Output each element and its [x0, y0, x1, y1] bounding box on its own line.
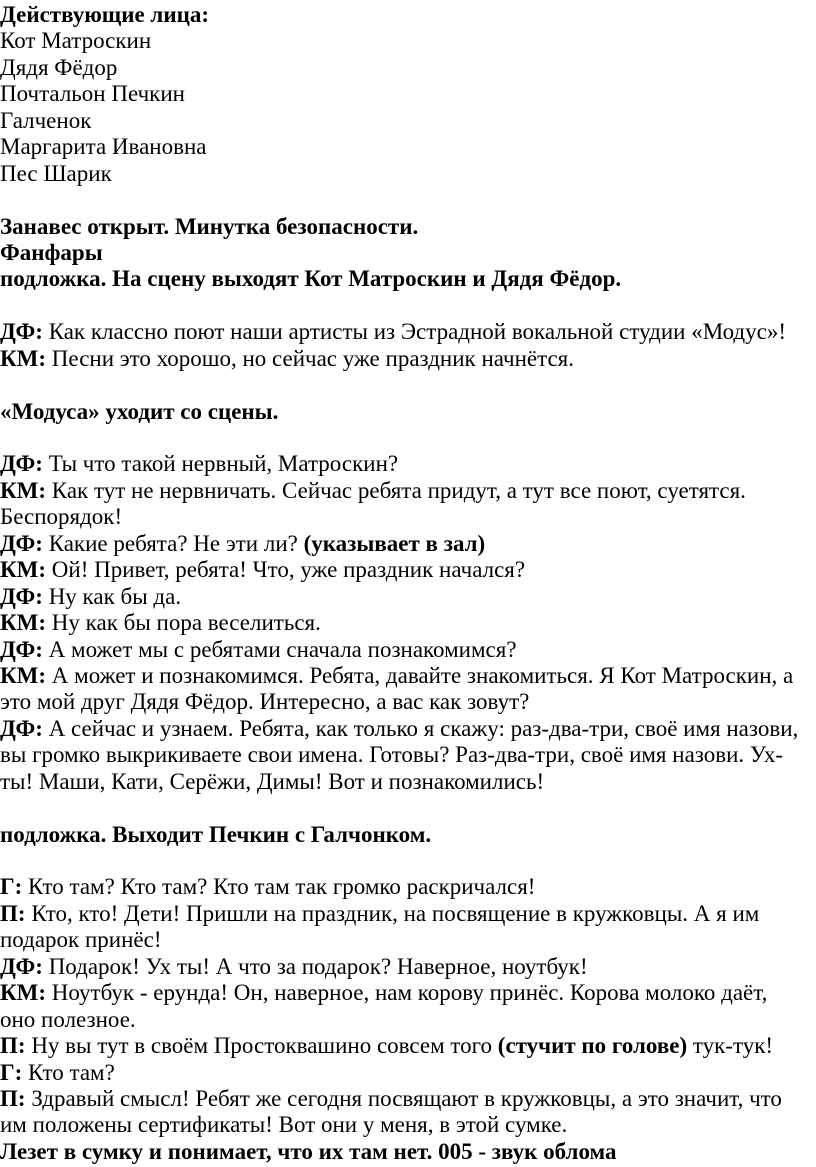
blank-line — [0, 372, 816, 398]
text-line — [0, 1060, 816, 1086]
blank-line — [0, 848, 816, 874]
text-line — [0, 240, 816, 266]
bold-text: «Модуса» уходит со сцены. — [0, 398, 279, 424]
bold-text: КМ: — [0, 980, 47, 1006]
bold-text: П: — [0, 1033, 26, 1059]
text: Пес Шарик — [0, 160, 112, 186]
bold-text: П: — [0, 900, 26, 926]
text-line — [0, 1007, 816, 1033]
text: Как тут не нервничать. Сейчас ребята придут, а тут все поют, суетятся. — [46, 477, 746, 503]
bold-text: КМ: — [0, 557, 47, 583]
bold-text: КМ: — [0, 477, 47, 503]
text-line — [0, 399, 816, 425]
bold-text: (указывает в зал) — [303, 530, 486, 556]
bold-text: Фанфары — [0, 239, 103, 265]
bold-text: Г: — [0, 1059, 23, 1085]
text-line — [0, 346, 816, 372]
text: Дядя Фёдор — [0, 54, 118, 80]
text: вы громко выкрикиваете свои имена. Готовы? Раз-два-три, своё имя назови. Ух- — [0, 742, 784, 768]
bold-text: Занавес открыт. Минутка безопасности. — [0, 213, 419, 239]
bold-text: КМ: — [0, 662, 47, 688]
blank-line — [0, 293, 816, 319]
text: оно полезное. — [0, 1006, 136, 1032]
text: тук-тук! — [687, 1033, 774, 1059]
text-line — [0, 1139, 816, 1165]
text-line — [0, 108, 816, 134]
text: Ну вы тут в своём Простоквашино совсем того — [25, 1033, 498, 1059]
bold-text: ДФ: — [0, 953, 43, 979]
text-line — [0, 769, 816, 795]
text-line — [0, 1112, 816, 1138]
text-line — [0, 874, 816, 900]
text-line — [0, 451, 816, 477]
text-line — [0, 504, 816, 530]
text-line — [0, 1086, 816, 1112]
text-line — [0, 689, 816, 715]
text-line — [0, 2, 816, 28]
text-line — [0, 134, 816, 160]
text-line — [0, 531, 816, 557]
text-line — [0, 637, 816, 663]
text: Ну как бы пора веселиться. — [46, 610, 321, 636]
bold-text: Действующие лица: — [0, 2, 209, 27]
text: Беспорядок! — [0, 504, 123, 530]
text: ты! Маши, Кати, Серёжи, Димы! Вот и познакомились! — [0, 768, 545, 794]
text-line — [0, 214, 816, 240]
text: Ноутбук - ерунда! Он, наверное, нам корову принёс. Корова молоко даёт, — [46, 980, 768, 1006]
bold-text: подложка. Выходит Печкин с Галчонком. — [0, 821, 432, 847]
text: Здравый смысл! Ребят же сегодня посвящают в кружковцы, а это значит, что — [25, 1085, 782, 1111]
text-line — [0, 742, 816, 768]
text-line — [0, 980, 816, 1006]
text-line — [0, 1033, 816, 1059]
blank-line — [0, 425, 816, 451]
bold-text: КМ: — [0, 610, 47, 636]
text: А может и познакомимся. Ребята, давайте знакомиться. Я Кот Матроскин, а — [46, 662, 794, 688]
text-line — [0, 954, 816, 980]
text: Подарок! Ух ты! А что за подарок? Наверное, ноутбук! — [42, 953, 588, 979]
text: им положены сертификаты! Вот они у меня, в этой сумке. — [0, 1112, 568, 1138]
text: Ой! Привет, ребята! Что, уже праздник начался? — [46, 557, 526, 583]
bold-text: ДФ: — [0, 319, 43, 345]
text-line — [0, 28, 816, 54]
bold-text: подложка. На сцену выходят Кот Матроскин и Дядя Фёдор. — [0, 266, 622, 292]
bold-text: ДФ: — [0, 715, 43, 741]
bold-text: (стучит по голове) — [497, 1033, 688, 1059]
text: Кот Матроскин — [0, 28, 152, 54]
text-line — [0, 610, 816, 636]
text: Ты что такой нервный, Матроскин? — [42, 451, 399, 477]
bold-text: ДФ: — [0, 451, 43, 477]
text: Почтальон Печкин — [0, 81, 185, 107]
bold-text: П: — [0, 1085, 26, 1111]
text-line — [0, 716, 816, 742]
text-line — [0, 319, 816, 345]
text: Кто там? — [22, 1059, 115, 1085]
bold-text: Г: — [0, 874, 23, 900]
text: Галченок — [0, 107, 92, 133]
bold-text: ДФ: — [0, 636, 43, 662]
text-line — [0, 478, 816, 504]
text-line — [0, 663, 816, 689]
bold-text: КМ: — [0, 345, 47, 371]
text: Какие ребята? Не эти ли? — [42, 530, 304, 556]
text-line — [0, 55, 816, 81]
text-line — [0, 901, 816, 927]
text: Как классно поют наши артисты из Эстрадной вокальной студии «Модус»! — [42, 319, 786, 345]
bold-text: ДФ: — [0, 530, 43, 556]
bold-text: ДФ: — [0, 583, 43, 609]
bold-text: Лезет в сумку и понимает, что их там нет. 005 - звук облома — [0, 1138, 617, 1164]
text: А может мы с ребятами сначала познакомимся? — [42, 636, 517, 662]
text: А сейчас и узнаем. Ребята, как только я скажу: раз-два-три, своё имя назови, — [42, 715, 799, 741]
blank-line — [0, 187, 816, 213]
text: Маргарита Ивановна — [0, 134, 207, 160]
text-line — [0, 557, 816, 583]
script-document — [0, 2, 816, 1165]
text-line — [0, 927, 816, 953]
text-line — [0, 584, 816, 610]
text: это мой друг Дядя Фёдор. Интересно, а вас как зовут? — [0, 689, 530, 715]
blank-line — [0, 795, 816, 821]
text-line — [0, 161, 816, 187]
text: подарок принёс! — [0, 927, 162, 953]
text-line — [0, 822, 816, 848]
text-line — [0, 81, 816, 107]
text: Кто, кто! Дети! Пришли на праздник, на посвящение в кружковцы. А я им — [25, 900, 760, 926]
text-line — [0, 266, 816, 292]
text: Кто там? Кто там? Кто там так громко раскричался! — [22, 874, 536, 900]
text: Песни это хорошо, но сейчас уже праздник начнётся. — [46, 345, 574, 371]
text: Ну как бы да. — [42, 583, 182, 609]
